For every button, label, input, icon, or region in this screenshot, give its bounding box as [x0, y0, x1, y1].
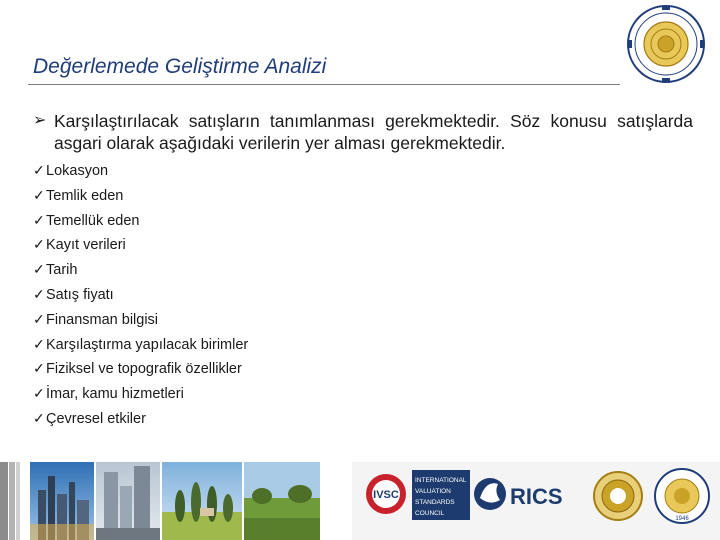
field-photo: [244, 462, 320, 540]
ankara-university-footer-seal: [650, 462, 714, 540]
ivsc-logo: [362, 462, 472, 540]
arrow-bullet-icon: ➢: [33, 112, 47, 129]
landscape-photo: [162, 462, 242, 540]
svg-text:VALUATION: VALUATION: [415, 488, 451, 495]
main-bullet: [33, 110, 693, 154]
main-bullet-text: Karşılaştırılacak satışların tanımlanması gerekmektedir. Söz konusu satışlarda asgari olarak aşağıdaki verilerin yer alması gerekmektedir.: [54, 111, 693, 153]
list-item: ✓Kayıt verileri: [33, 232, 248, 257]
list-item: ✓Fiziksel ve topografik özellikler: [33, 356, 248, 381]
office-towers-photo: [96, 462, 160, 540]
requirements-checklist: [33, 158, 248, 431]
list-item: ✓Çevresel etkiler: [33, 406, 248, 431]
slide-title: Değerlemede Geliştirme Analizi: [33, 55, 327, 78]
svg-text:COUNCIL: COUNCIL: [415, 510, 445, 517]
rics-label: RICS: [510, 484, 563, 509]
checkmark-icon: ✓: [33, 236, 45, 253]
gold-seal-icon: [590, 462, 646, 540]
ankara-university-seal-icon: [626, 4, 706, 84]
list-item: ✓Satış fiyatı: [33, 282, 248, 307]
svg-text:STANDARDS: STANDARDS: [415, 499, 455, 506]
list-item: ✓Finansman bilgisi: [33, 307, 248, 332]
list-item: ✓Tarih: [33, 257, 248, 282]
checkmark-icon: ✓: [33, 186, 45, 203]
founding-year: 1946: [675, 516, 689, 522]
decorative-strips: [0, 462, 20, 540]
checkmark-icon: ✓: [33, 261, 45, 278]
checkmark-icon: ✓: [33, 310, 45, 327]
checkmark-icon: ✓: [33, 360, 45, 377]
list-item: ✓Lokasyon: [33, 158, 248, 183]
list-item: ✓Karşılaştırma yapılacak birimler: [33, 332, 248, 357]
city-skyline-photo: [30, 462, 94, 540]
checkmark-icon: ✓: [33, 409, 45, 426]
checkmark-icon: ✓: [33, 335, 45, 352]
rics-logo: [470, 462, 580, 540]
checkmark-icon: ✓: [33, 162, 45, 178]
title-divider: [28, 84, 620, 85]
svg-text:INTERNATIONAL: INTERNATIONAL: [415, 477, 467, 484]
checkmark-icon: ✓: [33, 385, 45, 402]
list-item: ✓Temellük eden: [33, 208, 248, 233]
checkmark-icon: ✓: [33, 211, 45, 228]
checkmark-icon: ✓: [33, 285, 45, 302]
ivsc-label: IVSC: [373, 489, 399, 501]
list-item: ✓İmar, kamu hizmetleri: [33, 381, 248, 406]
list-item: ✓Temlik eden: [33, 183, 248, 208]
